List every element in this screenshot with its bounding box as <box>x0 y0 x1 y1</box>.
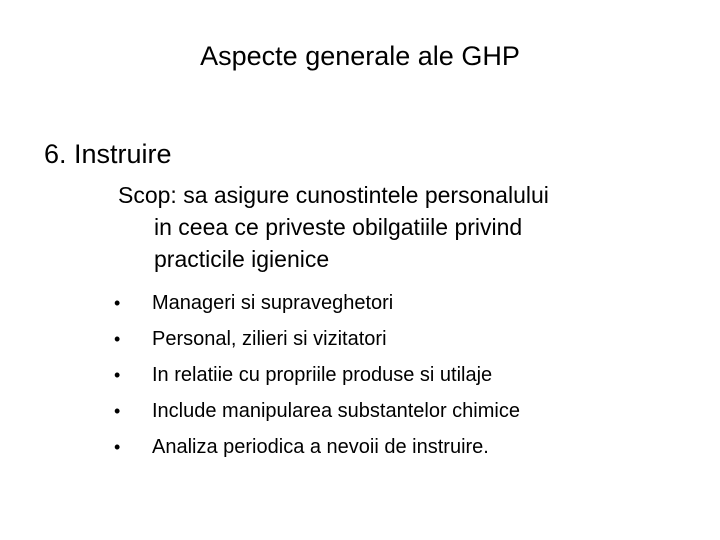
list-item <box>112 285 520 321</box>
list-item <box>112 429 520 465</box>
list-item-text: Manageri si supraveghetori <box>152 292 394 314</box>
list-item-text: Analiza periodica a nevoii de instruire. <box>152 436 489 458</box>
bullet-icon: • <box>114 365 121 385</box>
bullet-icon: • <box>114 293 121 313</box>
scope-line: practicile igienice <box>154 246 330 272</box>
list-item <box>112 393 520 429</box>
bullet-icon: • <box>114 401 121 421</box>
bullet-icon: • <box>114 329 121 349</box>
list-item <box>112 357 520 393</box>
bullet-icon: • <box>114 437 121 457</box>
scope-line: in ceea ce priveste obilgatiile privind <box>154 214 523 240</box>
list-item-text: In relatiie cu propriile produse si utilaje <box>152 364 493 386</box>
list-item <box>112 321 520 357</box>
list-item-text: Personal, zilieri si vizitatori <box>152 328 387 350</box>
slide-title: Aspecte generale ale GHP <box>200 41 520 71</box>
scope-paragraph <box>118 179 708 275</box>
scope-line: Scop: sa asigure cunostintele personalului <box>118 182 549 208</box>
section-heading: 6. Instruire <box>44 139 172 169</box>
bullet-list <box>112 285 520 465</box>
list-item-text: Include manipularea substantelor chimice <box>152 400 520 422</box>
